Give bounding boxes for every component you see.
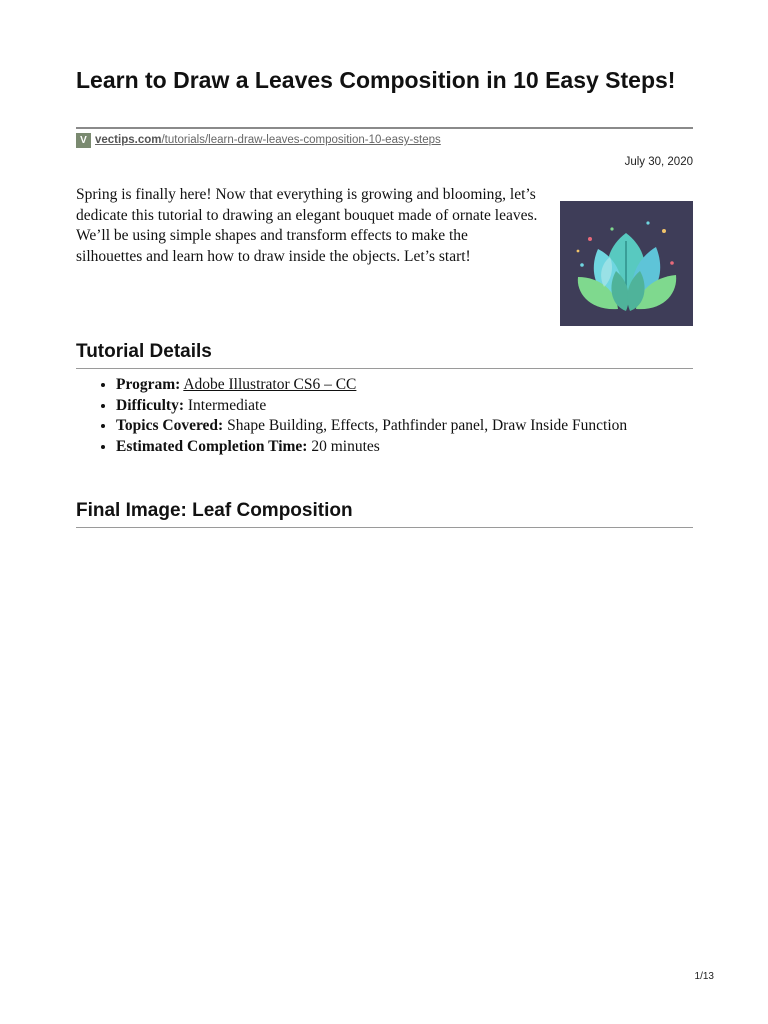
time-label: Estimated Completion Time: <box>116 438 308 456</box>
list-item <box>116 375 716 396</box>
page-number: 1/13 <box>694 971 714 982</box>
list-item <box>116 396 716 417</box>
hero-image <box>560 201 693 326</box>
time-value: 20 minutes <box>311 438 380 456</box>
intro-paragraph: Spring is finally here! Now that everything is growing and blooming, let’s dedicate this tutorial to drawing an elegant bouquet made of ornate leaves. We’ll be using simple shapes and transform effects to make the silhouettes and learn how to draw inside the objects. Let’s start! <box>76 186 538 266</box>
publish-date: July 30, 2020 <box>624 156 693 168</box>
topics-label: Topics Covered: <box>116 417 224 435</box>
list-item <box>116 416 716 437</box>
site-favicon-icon: V <box>76 133 91 148</box>
source-path: /tutorials/learn-draw-leaves-composition-10-easy-steps <box>161 134 441 146</box>
details-divider <box>76 368 693 369</box>
title-divider <box>76 127 693 129</box>
source-link-row <box>76 131 441 149</box>
difficulty-label: Difficulty: <box>116 396 185 414</box>
leaves-illustration-icon <box>560 201 693 326</box>
article-title: Learn to Draw a Leaves Composition in 10 Easy Steps! <box>76 67 676 93</box>
program-link[interactable]: Adobe Illustrator CS6 – CC <box>183 376 357 393</box>
tutorial-details-list <box>76 375 716 458</box>
topics-value: Shape Building, Effects, Pathfinder panel, Draw Inside Function <box>227 417 628 435</box>
list-item <box>116 437 716 458</box>
source-domain: vectips.com <box>95 134 162 146</box>
program-label: Program: <box>116 376 181 393</box>
tutorial-details-heading: Tutorial Details <box>76 341 212 362</box>
difficulty-value: Intermediate <box>187 396 267 414</box>
final-image-divider <box>76 527 693 528</box>
final-image-heading: Final Image: Leaf Composition <box>76 500 353 521</box>
source-url-link[interactable] <box>95 134 441 146</box>
